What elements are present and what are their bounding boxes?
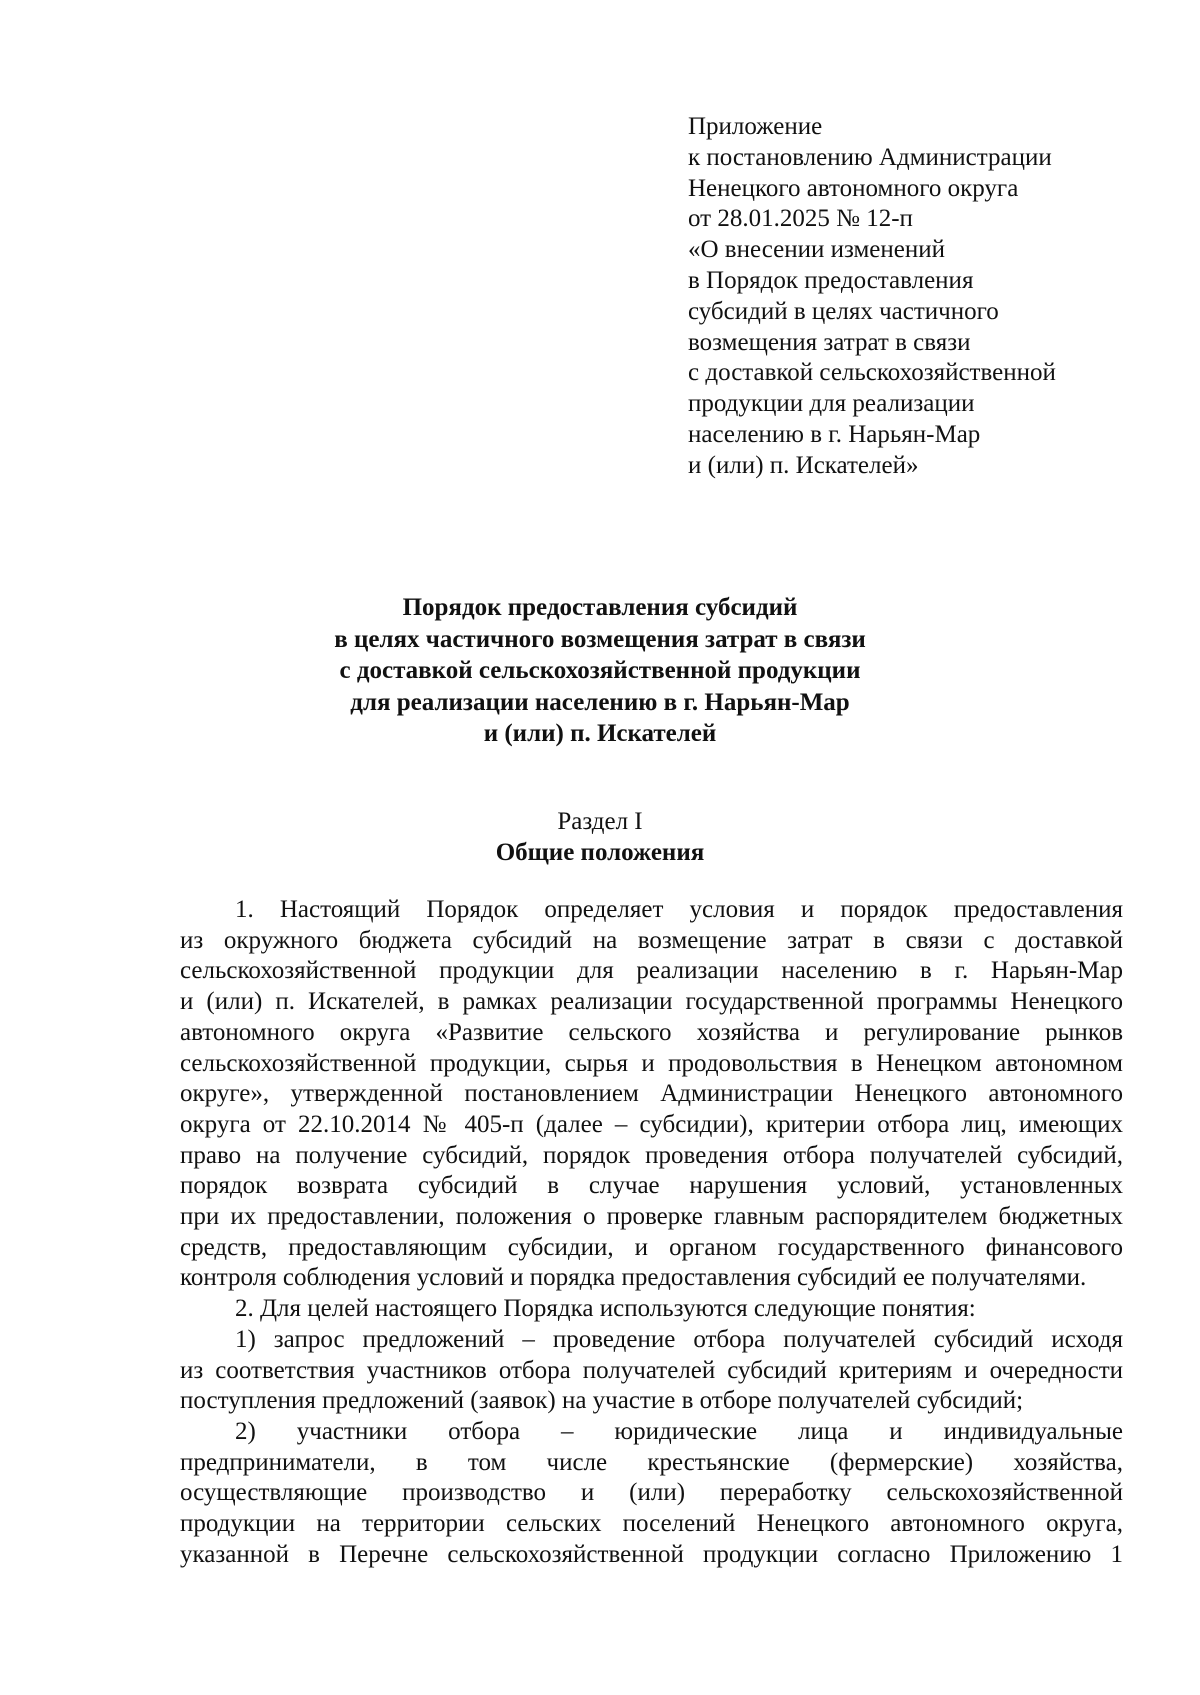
paragraph-1-line: сельскохозяйственной продукции для реализации населению в г. Нарьян-Мар [180,957,1123,985]
annex-line: от 28.01.2025 № 12-п [688,205,913,233]
annex-line: субсидий в целях частичного [688,297,999,325]
item-2-line: осуществляющие производство и (или) переработку сельскохозяйственной [180,1479,1123,1507]
paragraph-1-line: из окружного бюджета субсидий на возмещение затрат в связи с доставкой [180,926,1123,954]
paragraph-1-line: при их предоставлении, положения о проверке главным распорядителем бюджетных [180,1203,1123,1231]
annex-line: «О внесении изменений [688,236,946,264]
annex-line: с доставкой сельскохозяйственной [688,359,1056,387]
title-line: и (или) п. Искателей [483,720,717,747]
title-line: в целях частичного возмещения затрат в связи [334,625,866,653]
annex-line: и (или) п. Искателей» [688,451,919,479]
document-title [0,592,1200,750]
paragraph-1-line: автономного округа «Развитие сельского хозяйства и регулирование рынков [180,1018,1123,1046]
annex-line: в Порядок предоставления [688,266,974,294]
paragraph-1-line: порядок возврата субсидий в случае нарушения условий, установленных [180,1172,1123,1200]
title-line: для реализации населению в г. Нарьян-Мар [350,688,850,716]
paragraph-1-line: и (или) п. Искателей, в рамках реализации государственной программы Ненецкого [180,988,1123,1016]
title-line: с доставкой сельскохозяйственной продукции [339,657,861,684]
paragraph-1-line: контроля соблюдения условий и порядка предоставления субсидий ее получателями. [180,1264,1087,1292]
paragraph-1-line: округа от 22.10.2014 № 405-п (далее – субсидии), критерии отбора лиц, имеющих [180,1110,1123,1138]
body-text [180,895,1123,1570]
paragraph-2-line: 2. Для целей настоящего Порядка используются следующие понятия: [235,1295,976,1323]
item-2-line: 2) участники отбора – юридические лица и индивидуальные [235,1417,1123,1445]
section-heading [0,806,1200,868]
item-1-line: 1) запрос предложений – проведение отбора получателей субсидий исходя [235,1325,1123,1353]
annex-line: Ненецкого автономного округа [688,174,1019,202]
annex-line: продукции для реализации [688,390,975,418]
paragraph-1-line: право на получение субсидий, порядок проведения отбора получателей субсидий, [180,1141,1123,1169]
item-2-line: предприниматели, в том числе крестьянские (фермерские) хозяйства, [180,1448,1123,1476]
annex-line: населению в г. Нарьян-Мар [688,420,981,448]
item-2-line: продукции на территории сельских поселений Ненецкого автономного округа, [180,1510,1123,1538]
item-1-line: из соответствия участников отбора получателей субсидий критериям и очередности [180,1356,1123,1384]
annex-line: возмещения затрат в связи [688,328,971,356]
section-name: Общие положения [495,839,705,866]
annex-line: Приложение [688,113,823,140]
item-1-line: поступления предложений (заявок) на участие в отборе получателей субсидий; [180,1387,1024,1415]
paragraph-1-line: округе», утвержденной постановлением Администрации Ненецкого автономного [180,1080,1123,1108]
paragraph-1-line: сельскохозяйственной продукции, сырья и продовольствия в Ненецком автономном [180,1049,1123,1077]
section-number: Раздел I [557,808,643,835]
item-2-line: указанной в Перечне сельскохозяйственной продукции согласно Приложению 1 [180,1540,1123,1568]
paragraph-1-line: 1. Настоящий Порядок определяет условия и порядок предоставления [235,896,1123,923]
annex-header [688,112,1188,482]
annex-line: к постановлению Администрации [688,143,1052,171]
paragraph-1-line: средств, предоставляющим субсидии, и органом государственного финансового [180,1233,1123,1261]
title-line: Порядок предоставления субсидий [402,594,798,621]
